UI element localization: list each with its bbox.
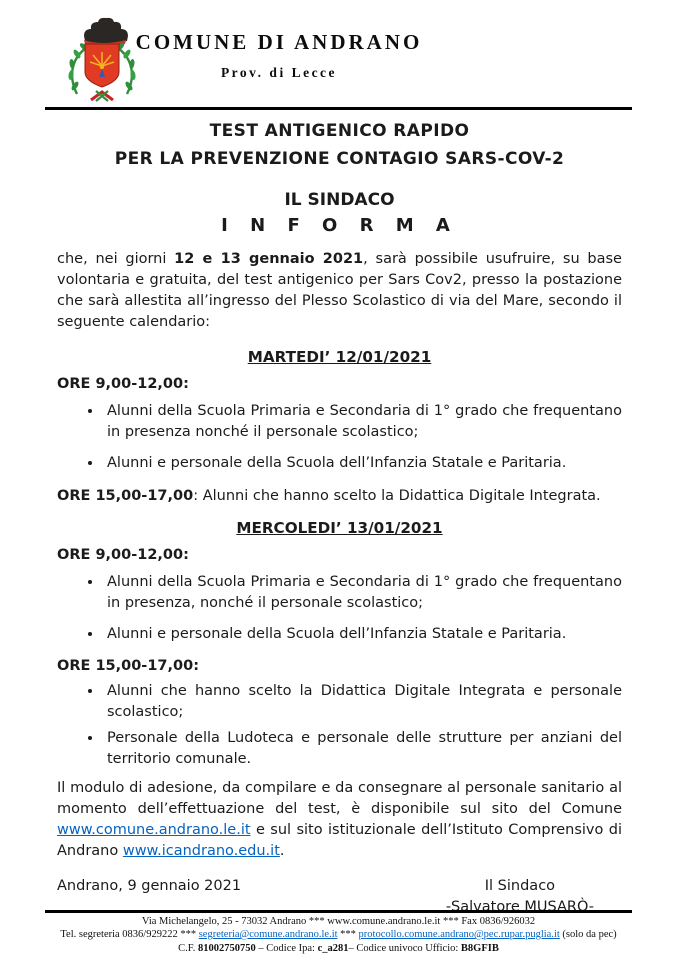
footer-contacts-line — [45, 928, 632, 942]
intro-pre: che, nei giorni — [57, 251, 175, 267]
bullet-list-wednesday-morning — [57, 572, 622, 645]
notice-title-line1: TEST ANTIGENICO RAPIDO — [209, 121, 470, 141]
letterhead — [57, 14, 622, 106]
intro-paragraph — [57, 249, 622, 333]
intro-post: , sarà possibile usufruire, su base volontaria e gratuita, del test antigenico per Sars Cov2, presso la postazione che sarà allestita all’ingresso del Plesso Scolastico di via del Mare, secondo il seguente calendario: — [57, 251, 622, 330]
time-label: ORE 15,00-17,00: — [57, 657, 199, 674]
province-name: Prov. di Lecce — [220, 65, 338, 80]
schedule-bullet: • Alunni della Scuola Primaria e Secondaria di 1° grado che frequentano in presenza, nonché il personale scolastico; — [103, 572, 622, 614]
footer-ipa-label: – Codice Ipa: — [255, 942, 318, 954]
comune-website-link[interactable]: www.comune.andrano.le.it — [57, 821, 251, 838]
dateline: Andrano, 9 gennaio 2021 — [57, 878, 242, 894]
signature-name: -Salvatore MUSARÒ- — [445, 899, 594, 915]
footer — [45, 910, 632, 956]
authority-heading: IL SINDACO — [284, 190, 395, 210]
bullet-list-tuesday-morning — [57, 401, 622, 474]
schedule-bullet: • Alunni della Scuola Primaria e Secondaria di 1° grado che frequentano in presenza nonché il personale scolastico; — [103, 401, 622, 443]
closing-post: . — [279, 842, 285, 859]
time-slot-text: : Alunni che hanno scelto la Didattica Digitale Integrata. — [193, 487, 601, 504]
footer-codes-line — [45, 942, 632, 956]
time-label: ORE 9,00-12,00: — [57, 546, 189, 563]
footer-sep: *** — [337, 929, 359, 940]
announce-heading: I N F O R M A — [221, 215, 458, 236]
closing-mid: e sul sito istituzionale dell’Istituto Comprensivo di Andrano — [57, 821, 622, 859]
time-slot-heading — [57, 374, 622, 395]
footer-ufficio-label: – Codice univoco Ufficio: — [348, 942, 461, 954]
day-heading-wednesday: MERCOLEDI’ 13/01/2021 — [236, 518, 443, 537]
school-website-link[interactable]: www.icandrano.edu.it — [122, 842, 280, 859]
header-divider — [45, 107, 632, 110]
time-slot-heading — [57, 656, 622, 677]
schedule-bullet: • Personale della Ludoteca e personale delle strutture per anziani del territorio comunale. — [103, 728, 622, 770]
day-heading-tuesday: MARTEDI’ 12/01/2021 — [247, 347, 432, 366]
closing-paragraph — [57, 778, 622, 862]
schedule-bullet: • Alunni e personale della Scuola dell’Infanzia Statale e Paritaria. — [103, 624, 622, 645]
pec-email-link[interactable]: protocollo.comune.andrano@pec.rupar.puglia.it — [358, 929, 560, 940]
letterhead-text — [109, 30, 449, 81]
schedule-bullet: • Alunni che hanno scelto la Didattica Digitale Integrata e personale scolastico; — [103, 681, 622, 723]
secretary-email-link[interactable]: segreteria@comune.andrano.le.it — [198, 929, 338, 940]
time-slot-line — [57, 486, 622, 507]
signature-role: Il Sindaco — [484, 878, 556, 894]
footer-ipa-value: c_a281 — [317, 942, 349, 954]
footer-address-line: Via Michelangelo, 25 - 73032 Andrano *** www.comune.andrano.le.it *** Fax 0836/926032 — [141, 915, 536, 927]
municipality-name: COMUNE DI ANDRANO — [135, 30, 423, 54]
intro-dates: 12 e 13 gennaio 2021 — [174, 251, 364, 267]
schedule-bullet: • Alunni e personale della Scuola dell’Infanzia Statale e Paritaria. — [103, 453, 622, 474]
footer-pec-note: (solo da pec) — [559, 929, 617, 940]
bullet-list-wednesday-afternoon — [57, 681, 622, 770]
footer-tel: Tel. segreteria 0836/929222 *** — [60, 929, 199, 940]
notice-title-line2: PER LA PREVENZIONE CONTAGIO SARS-COV-2 — [114, 149, 565, 169]
time-slot-heading — [57, 545, 622, 566]
time-label: ORE 9,00-12,00: — [57, 375, 189, 392]
closing-pre: Il modulo di adesione, da compilare e da consegnare al personale sanitario al momento dell’effettuazione del test, è disponibile sul sito del Comune — [57, 779, 622, 817]
time-label: ORE 15,00-17,00 — [57, 487, 194, 504]
footer-cf-label: C.F. — [178, 942, 199, 954]
footer-cf-value: 81002750750 — [198, 942, 256, 954]
footer-ufficio-value: B8GFIB — [460, 942, 499, 954]
